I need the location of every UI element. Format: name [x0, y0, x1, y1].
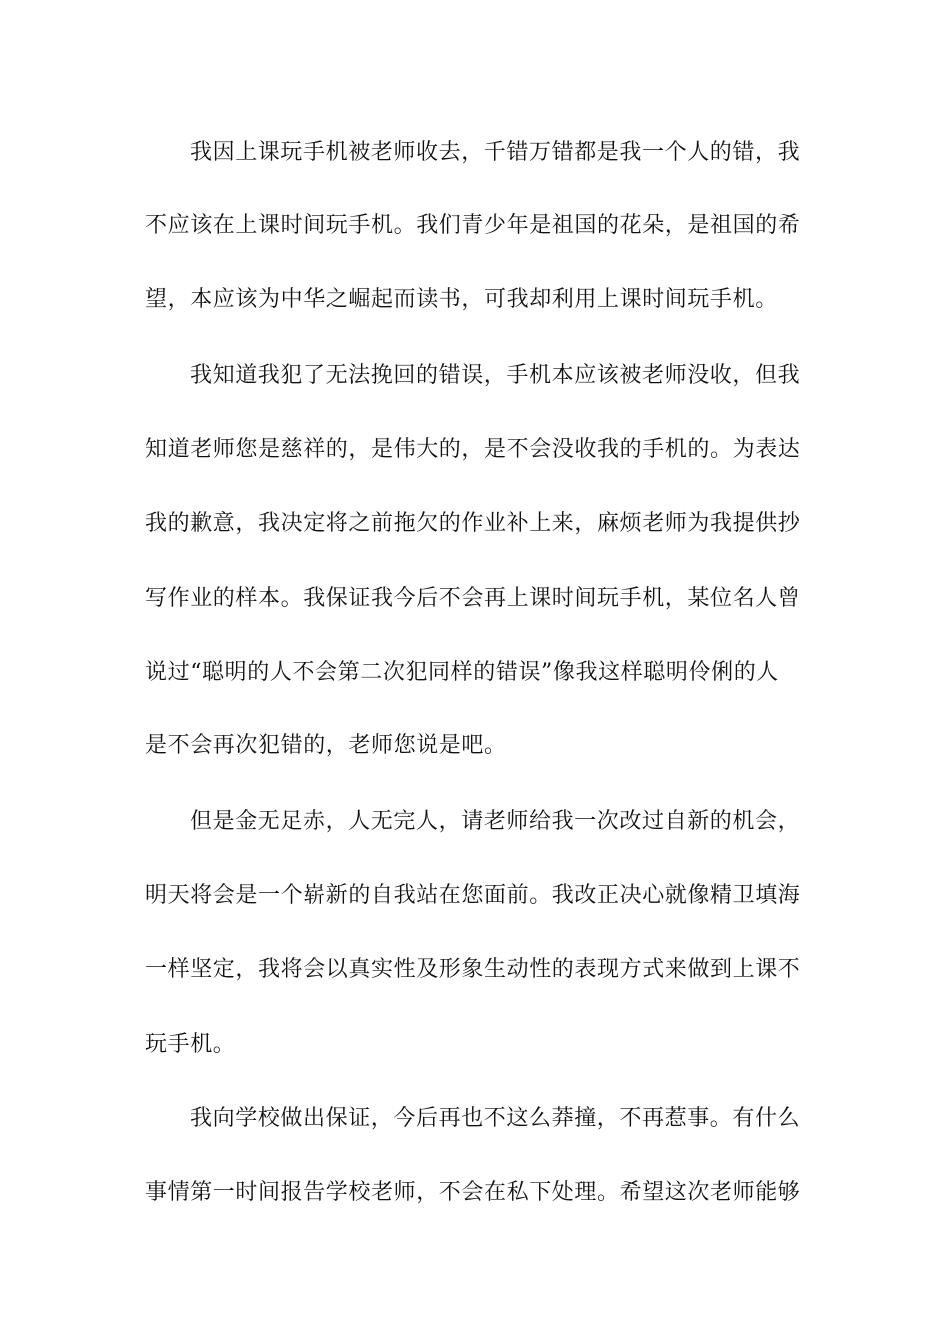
paragraph-3-line-3: 一样坚定，我将会以真实性及形象生动性的表现方式来做到上课不	[145, 957, 801, 982]
paragraph-2-line-5: 说过“聪明的人不会第二次犯同样的错误”像我这样聪明伶俐的人	[145, 660, 779, 685]
paragraph-1-line-2: 不应该在上课时间玩手机。我们青少年是祖国的花朵，是祖国的希	[145, 213, 801, 238]
paragraph-4-line-2: 事情第一时间报告学校老师，不会在私下处理。希望这次老师能够	[145, 1180, 801, 1205]
paragraph-3-line-4: 玩手机。	[145, 1032, 236, 1057]
paragraph-2-line-3: 我的歉意，我决定将之前拖欠的作业补上来，麻烦老师为我提供抄	[145, 511, 801, 536]
paragraph-4-line-1: 我向学校做出保证，今后再也不这么莽撞，不再惹事。有什么	[190, 1106, 801, 1131]
paragraph-1-line-3: 望，本应该为中华之崛起而读书，可我却利用上课时间玩手机。	[145, 287, 778, 312]
paragraph-2-line-6: 是不会再次犯错的，老师您说是吧。	[145, 733, 507, 758]
paragraph-3-line-2: 明天将会是一个崭新的自我站在您面前。我改正决心就像精卫填海	[145, 883, 801, 908]
paragraph-2-line-1: 我知道我犯了无法挽回的错误，手机本应该被老师没收，但我	[190, 363, 801, 388]
paragraph-2-line-4: 写作业的样本。我保证我今后不会再上课时间玩手机，某位名人曾	[145, 586, 801, 611]
paragraph-1-line-1: 我因上课玩手机被老师收去，千错万错都是我一个人的错，我	[190, 140, 801, 165]
paragraph-2-line-2: 知道老师您是慈祥的，是伟大的，是不会没收我的手机的。为表达	[145, 437, 801, 462]
paragraph-3-line-1: 但是金无足赤，人无完人，请老师给我一次改过自新的机会，	[190, 809, 801, 834]
